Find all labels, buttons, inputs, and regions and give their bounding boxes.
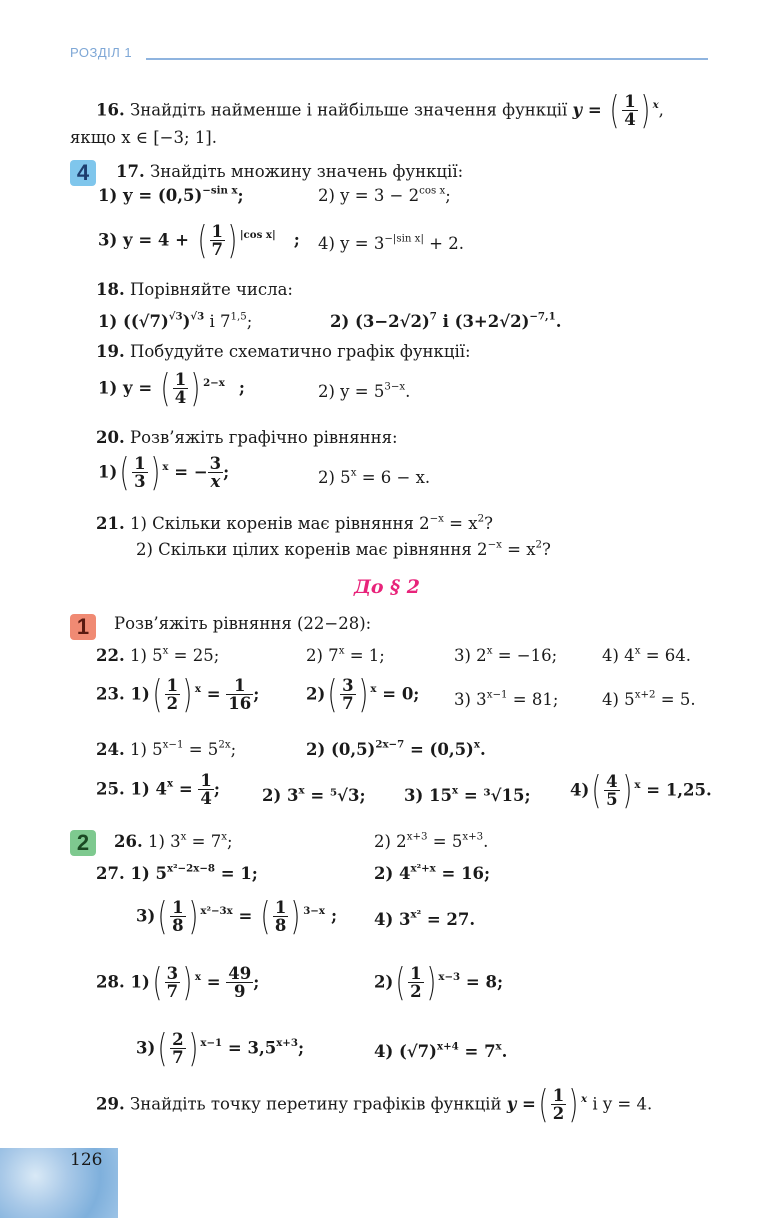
problem-16: 16. Знайдіть найменше і найбільше значення функції y = ( $\frac{1}{4}$ ) $^x$, [96, 88, 664, 132]
problem-21-line-2: 2) Скільки цілих коренів має рівняння $2^{-x} = x^2$? [136, 539, 551, 559]
problem-23: 23. 1)( $\frac{1}{2}$ ) $^x$ = $\frac{1}{16}$ ; [96, 672, 260, 716]
problem-28-item-2: 2)( $\frac{1}{2}$ ) $^{x-3}$ = 8; [374, 960, 504, 1004]
problem-22-item-3: 3) $2^x = -16$; [454, 645, 558, 665]
problem-25-item-4: 4)( $\frac{4}{5}$ ) $^x$ = 1,25. [570, 768, 712, 812]
problem-18: 18. Порівняйте числа: [96, 280, 293, 299]
problem-28-item-3: 3)( $\frac{2}{7}$ ) $^{x-1} = 3,5^{x+3}$; [136, 1026, 305, 1070]
problem-17-item-2: 2) $y = 3 - 2^{cos x}$; [318, 185, 451, 205]
problem-17-item-1: 1) $y = (0,5)^{-sin x}$; [98, 184, 244, 205]
problem-25-item-3: 3) $15^x = ^3√15$; [404, 784, 531, 805]
problem-28-item-4: 4) $(√7)^{x+4} = 7^x$. [374, 1040, 508, 1061]
level-badge-1: 1 [70, 614, 96, 640]
problem-26: 26. 1) $3^x = 7^x$; [114, 831, 233, 851]
problem-19: 19. Побудуйте схематично графік функції: [96, 342, 471, 361]
problem-26-item-2: 2) $2^{x+3} = 5^{x+3}$. [374, 831, 489, 851]
problem-23-item-3: 3) $3^{x-1} = 81$; [454, 689, 559, 709]
level-badge-2: 2 [70, 830, 96, 856]
problem-24-item-2: 2) $(0,5)^{2x-7} = (0,5)^x$. [306, 738, 486, 759]
header-rule [146, 58, 708, 60]
problem-19-item-2: 2) $y = 5^{3-x}$. [318, 381, 411, 401]
problem-22: 22. 1) $5^x = 25$; [96, 645, 220, 665]
problem-17-item-3: 3) y = 4 + ( $\frac{1}{7}$ ) $^{|cos x|}$ ; [98, 218, 300, 262]
problem-23-item-4: 4) $5^{x+2} = 5$. [602, 689, 696, 709]
page-number: 126 [70, 1150, 103, 1170]
problem-21-line-1: 21. 1) Скільки коренів має рівняння $2^{-x} = x^2$? [96, 513, 493, 533]
problem-20-item-1: 1)( $\frac{1}{3}$ ) $^x$ = − $\frac{3}{x}$ ; [98, 450, 230, 494]
problem-25-item-2: 2) $3^x = ^5√3$; [262, 784, 366, 805]
problem-20: 20. Розв’яжіть графічно рівняння: [96, 428, 398, 447]
chapter-label: РОЗДІЛ 1 [70, 45, 133, 60]
problem-25: 25. 1) $4^x$ = $\frac{1}{4}$ ; [96, 771, 220, 809]
problem-27-item-3: 3)( $\frac{1}{8}$ ) $^{x^2-3x}$ = ( $\frac{1}{8}$ ) $^{3-x}$ ; [136, 894, 338, 938]
problem-20-item-2: 2) $5^x = 6 - x$. [318, 467, 431, 487]
problem-23-item-2: 2)( $\frac{3}{7}$ ) $^x$ = 0; [306, 672, 420, 716]
problem-16-condition: якщо x ∈ [−3; 1]. [70, 128, 217, 147]
problem-17-item-4: 4) $y = 3^{-|sin x|} + 2$. [318, 233, 464, 253]
problem-28: 28. 1)( $\frac{3}{7}$ ) $^x$ = $\frac{49}{9}$ ; [96, 960, 260, 1004]
problem-18-item-1: 1) $((√7)^{√3})^{√3}$ і 7$^{1,5}$; [98, 310, 253, 331]
section-title: До § 2 [354, 576, 420, 598]
problem-18-item-2: 2) $(3-2√2)^7$ і $(3+2√2)^{-7,1}$. [330, 310, 562, 331]
problem-27: 27. 1) $5^{x^2-2x-8} = 1$; [96, 862, 258, 883]
exercises-intro: Розв’яжіть рівняння (22−28): [114, 614, 372, 633]
problem-24: 24. 1) $5^{x-1} = 5^{2x}$; [96, 739, 237, 759]
problem-27-item-2: 2) $4^{x^2+x} = 16$; [374, 862, 491, 883]
problem-27-item-4: 4) $3^{x^2} = 27$. [374, 908, 476, 929]
problem-29: 29. Знайдіть точку перетину графіків функцій y =( $\frac{1}{2}$ ) $^x$ і y = 4. [96, 1082, 653, 1126]
problem-22-item-4: 4) $4^x = 64$. [602, 645, 692, 665]
problem-22-item-2: 2) $7^x = 1$; [306, 645, 385, 665]
problem-17: 17. Знайдіть множину значень функції: [116, 162, 464, 181]
level-badge-4: 4 [70, 160, 96, 186]
problem-19-item-1: 1) y = ( $\frac{1}{4}$ ) $^{2-x}$ ; [98, 366, 245, 410]
